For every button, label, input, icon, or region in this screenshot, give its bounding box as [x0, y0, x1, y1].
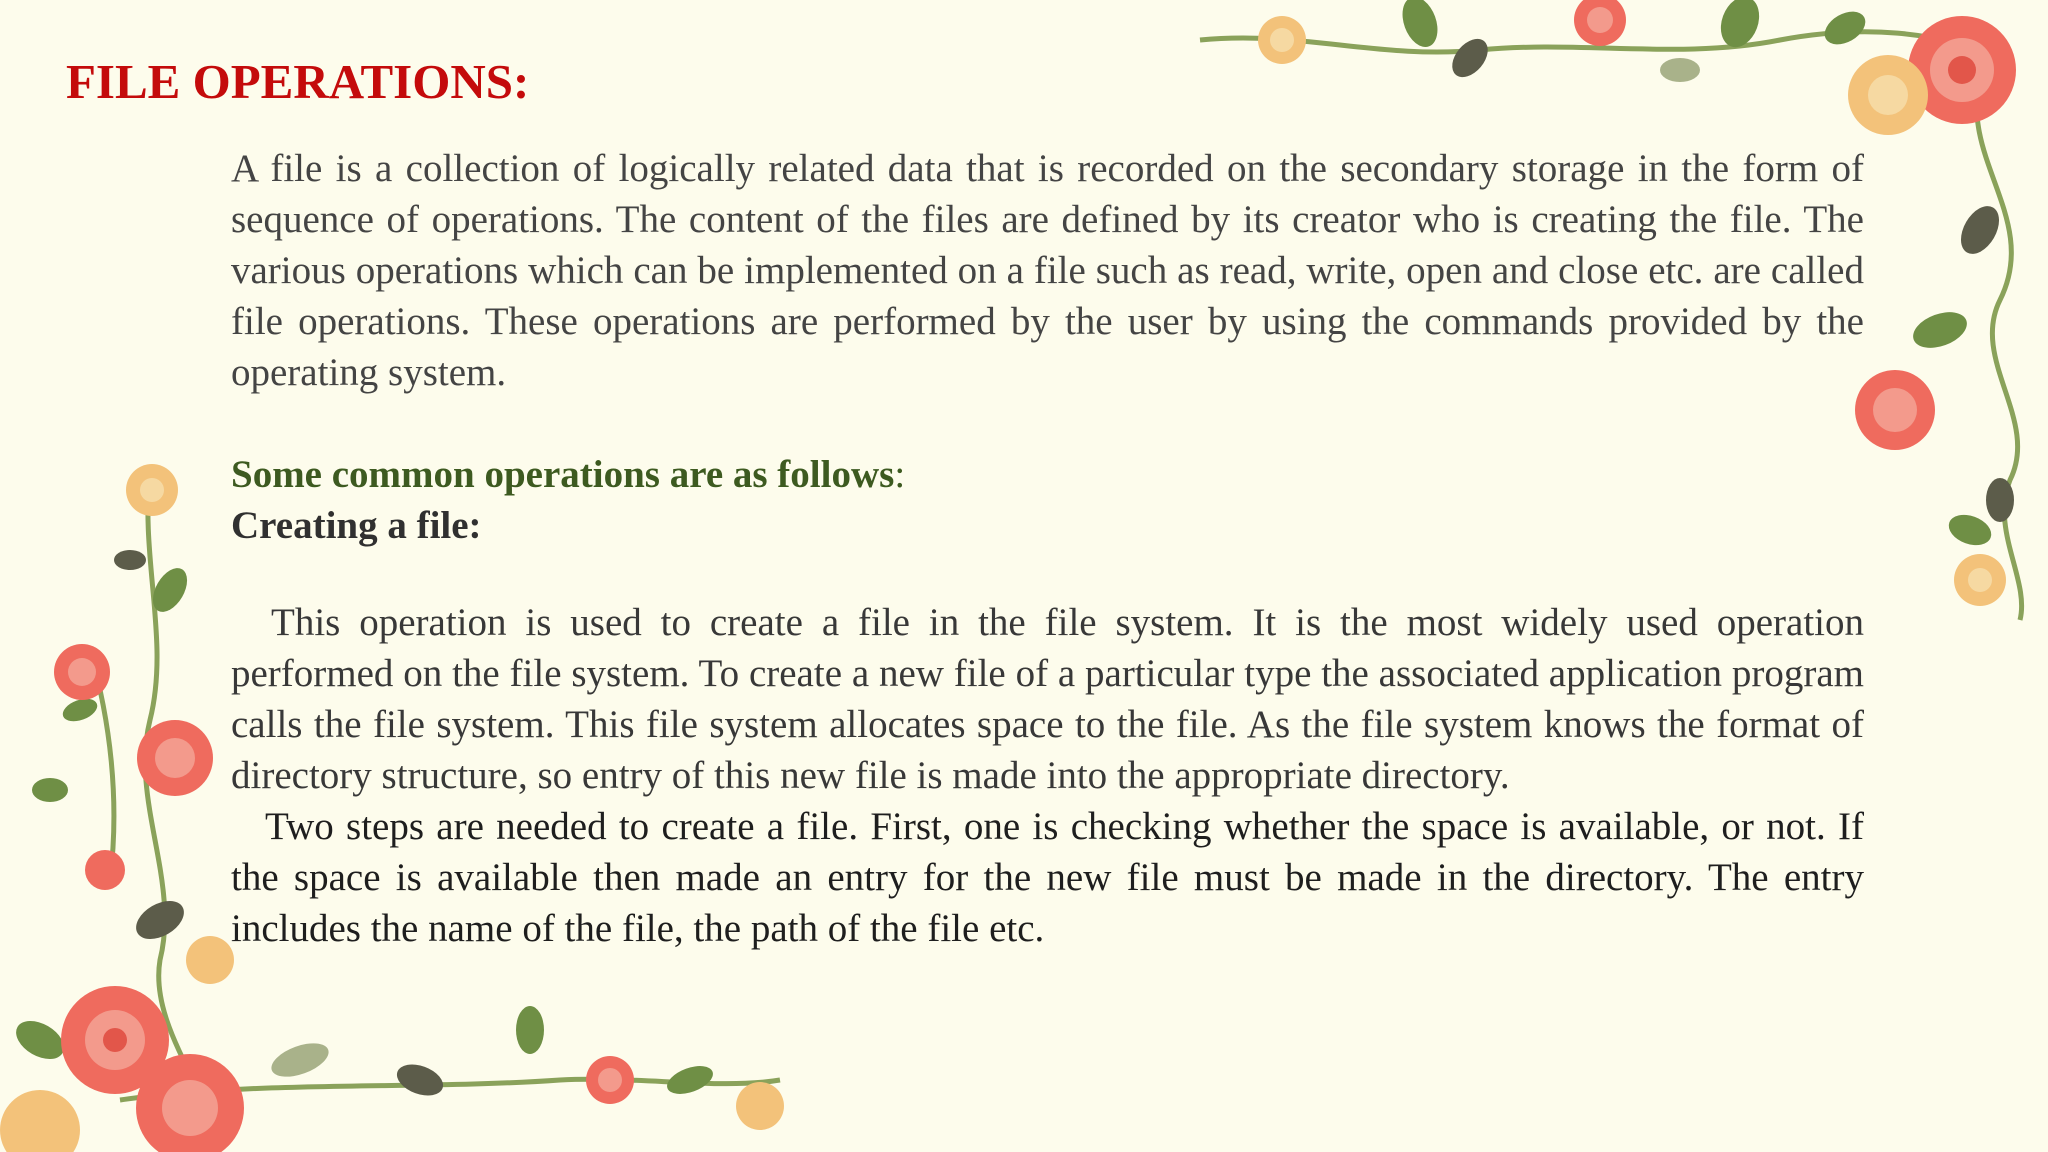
spacer — [231, 398, 1864, 449]
paragraph-create-steps: Two steps are needed to create a file. First, one is checking whether the space is available, or not. If the space is available then made an entry for the new file must be made in the directory. The entry includes the name of the file, the path of the file etc. — [231, 805, 1864, 950]
page-title: FILE OPERATIONS: — [66, 54, 530, 109]
paragraph-create-file: This operation is used to create a file in the file system. It is the most widely used operation performed on the file system. To create a new file of a particular type the associated application program calls the file system. This file system allocates space to the file. As the file system knows the format of directory structure, so entry of this new file is made into the appropriate directory. — [231, 601, 1864, 797]
body-content — [231, 143, 1864, 954]
section-heading-line — [231, 449, 1864, 500]
section-heading: Some common operations are as follows — [231, 453, 895, 496]
section-heading-colon: : — [894, 453, 906, 496]
intro-paragraph: A file is a collection of logically related data that is recorded on the secondary storage in the form of sequence of operations. The content of the files are defined by its creator who is creating the file. The various operations which can be implemented on a file such as read, write, open and close etc. are called file operations. These operations are performed by the user by using the commands provided by the operating system. — [231, 147, 1864, 394]
subheading-creating-a-file: Creating a file: — [231, 504, 482, 547]
spacer — [231, 551, 1864, 597]
